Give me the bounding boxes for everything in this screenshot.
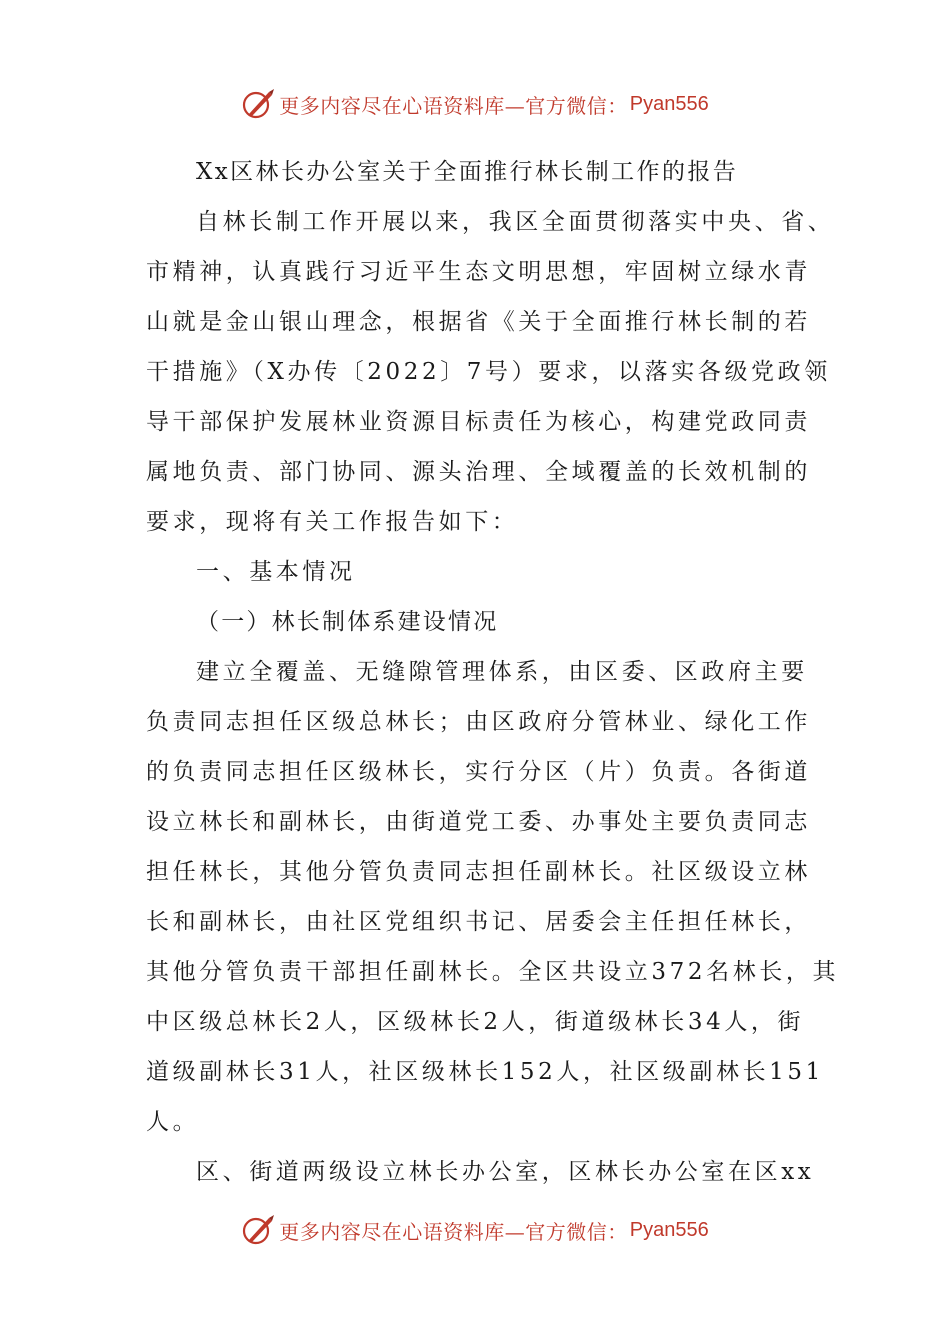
paragraph-line: 建立全覆盖、无缝隙管理体系，由区委、区政府主要 — [196, 659, 808, 685]
header-watermark — [0, 84, 950, 124]
watermark-id: Pyan556 — [629, 92, 709, 115]
paragraph-line: 干措施》（X办传〔2022〕7号）要求，以落实各级党政领 — [146, 359, 831, 385]
watermark-id: Pyan556 — [629, 1218, 709, 1241]
paragraph-line: 人。 — [146, 1109, 200, 1135]
paragraph-line: 区、街道两级设立林长办公室，区林长办公室在区xx — [196, 1159, 815, 1185]
watermark-text: 更多内容尽在心语资料库—官方微信： — [279, 1219, 628, 1244]
paragraph-line: 中区级总林长2人，区级林长2人，街道级林长34人，街 — [146, 1009, 805, 1035]
document-body — [146, 147, 840, 1197]
section-heading: 一、基本情况 — [196, 559, 356, 585]
paragraph-line: 设立林长和副林长，由街道党工委、办事处主要负责同志 — [146, 809, 811, 835]
quill-circle-icon — [241, 1213, 275, 1247]
quill-circle-icon — [241, 87, 275, 121]
paragraph-line: 属地负责、部门协同、源头治理、全域覆盖的长效机制的 — [146, 459, 811, 485]
paragraph-line: 的负责同志担任区级林长，实行分区（片）负责。各街道 — [146, 759, 811, 785]
paragraph-line: 长和副林长，由社区党组织书记、居委会主任担任林长， — [146, 909, 811, 935]
paragraph-line: 担任林长，其他分管负责同志担任副林长。社区级设立林 — [146, 859, 811, 885]
paragraph-line: 负责同志担任区级总林长；由区政府分管林业、绿化工作 — [146, 709, 811, 735]
watermark-text: 更多内容尽在心语资料库—官方微信： — [279, 93, 628, 118]
subsection-heading: （一）林长制体系建设情况 — [196, 609, 499, 635]
paragraph-line: 要求，现将有关工作报告如下： — [146, 509, 519, 535]
paragraph-line: 山就是金山银山理念，根据省《关于全面推行林长制的若 — [146, 309, 811, 335]
document-title: Xx区林长办公室关于全面推行林长制工作的报告 — [196, 159, 739, 185]
paragraph-line: 自林长制工作开展以来，我区全面贯彻落实中央、省、 — [196, 209, 835, 235]
paragraph-line: 市精神，认真践行习近平生态文明思想，牢固树立绿水青 — [146, 259, 811, 285]
paragraph-line: 导干部保护发展林业资源目标责任为核心，构建党政同责 — [146, 409, 811, 435]
paragraph-line: 道级副林长31人，社区级林长152人，社区级副林长151 — [146, 1059, 824, 1085]
footer-watermark — [0, 1210, 950, 1250]
paragraph-line: 其他分管负责干部担任副林长。全区共设立372名林长，其 — [146, 959, 840, 985]
